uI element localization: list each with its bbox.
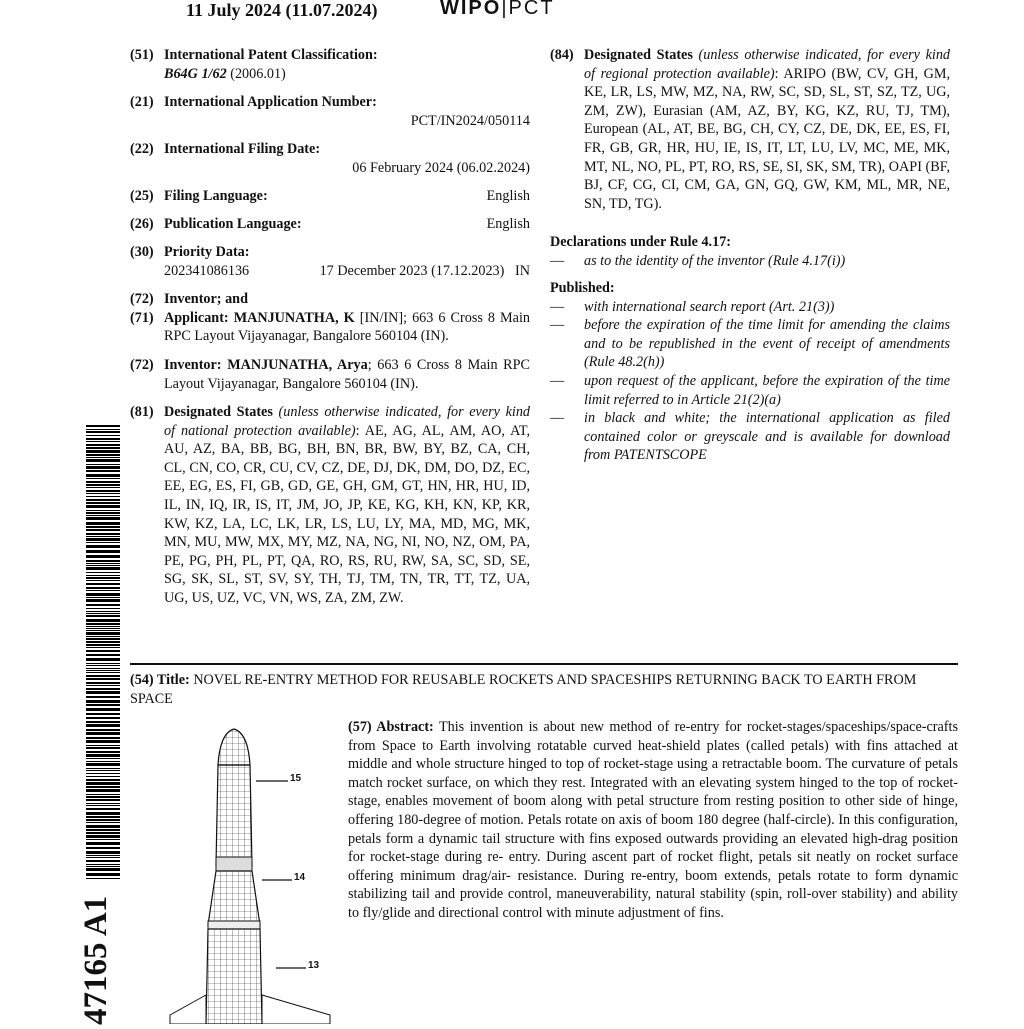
bibliographic-left-column — [130, 46, 530, 646]
section-divider — [130, 663, 958, 665]
field-51: (51) International Patent Classification: B64G 1/62 (2006.01) — [130, 47, 378, 82]
regional-states-list: : ARIPO (BW, CV, GH, GM, KE, LR, LS, MW, MZ, NA, RW, SC, SD, SL, ST, SZ, TZ, UG, ZM, ZW), Eurasian (AM, AZ, BY, KG, KZ, RU, TJ, TM), European (AL, AT, BE, BG, CH, CY, CZ, DE, DK, EE, ES, FI, FR, GB, GR, HR, HU, IE, IS, IT, LT, LU, LV, MC, ME, MK, MT, NL, NO, PL, PT, RO, RS, SE, SI, SK, SM, TR), OAPI (BF, BJ, CF, CG, CI, CM, GA, GN, GQ, GW, KM, ML, MR, NE, SN, TD, TG). — [584, 65, 950, 212]
field-84: (84) Designated States (unless otherwise indicated, for every kind of regional protection available): ARIPO (BW, CV, GH, GM, KE, LR, LS, MW, MZ, NA, RW, SC, SD, SL, ST, SZ, TZ, UG, ZM, ZW), Eurasian (AM, AZ, BY, KG, KZ, RU, TJ, TM), European (AL, AT, BE, BG, CH, CY, CZ, DE, DK, EE, ES, FI, FR, GB, GR, HR, HU, IE, IS, IT, LT, LU, LV, MC, ME, MK, MT, NL, NO, PL, PT, RO, RS, SE, SI, SK, SM, TR), OAPI (BF, BJ, CF, CG, CI, CM, GA, GN, GQ, GW, KM, ML, MR, NE, SN, TD, TG). — [550, 47, 951, 212]
publication-number: 47165 A1 — [78, 895, 114, 1025]
published-section — [550, 279, 950, 465]
field-72-71: (72) Inventor; and (71) Applicant: MANJUNATHA, K [IN/IN]; 663 6 Cross 8 Main RPC Layout Vijayanagar, Bangalore 560104 (IN). — [130, 291, 530, 345]
field-81: (81) Designated States (unless otherwise indicated, for every kind of national protection available): AE, AG, AL, AM, AO, AT, AU, AZ, BA, BB, BG, BH, BN, BR, BW, BY, BZ, CA, CH, CL, CN, CO, CR, CU, CV, CZ, DE, DJ, DK, DM, DO, DZ, EC, EE, EG, ES, FI, GB, GD, GE, GH, GM, GT, HN, HR, HU, ID, IL, IN, IQ, IR, IS, IT, JM, JO, JP, KE, KG, KH, KN, KP, KR, KW, KZ, LA, LC, LK, LR, LS, LU, LY, MA, MD, MG, MK, MN, MU, MW, MX, MY, MZ, NA, NG, NI, NO, NZ, OM, PA, PE, PG, PH, PL, PT, QA, RO, RS, RU, RW, SA, SC, SD, SE, SG, SK, SL, ST, SV, SY, TH, TJ, TM, TN, TR, TT, TZ, UA, UG, US, UZ, VC, VN, WS, ZA, ZM, ZW. — [130, 404, 531, 606]
priority-country: IN — [515, 262, 530, 279]
title-label: (54) Title: — [130, 672, 190, 688]
priority-number: 202341086136 — [164, 262, 250, 279]
field-30: (30) Priority Data: 202341086136 17 December 2023 (17.12.2023) IN — [130, 244, 530, 279]
application-number: PCT/IN2024/050114 — [410, 112, 530, 129]
published-item: — before the expiration of the time limit for amending the claims and to be republished in the event of receipt of amendments (Rule 48.2(h)) — [550, 317, 950, 371]
field-22: (22) International Filing Date: 06 February 2024 (06.02.2024) — [130, 141, 530, 176]
title-section — [130, 671, 958, 708]
title-text: NOVEL RE-ENTRY METHOD FOR REUSABLE ROCKETS AND SPACESHIPS RETURNING BACK TO EARTH FROM SPACE — [130, 672, 917, 707]
filing-language: English — [486, 188, 530, 204]
declarations-section — [550, 233, 950, 270]
declaration-item: — as to the identity of the inventor (Rule 4.17(i)) — [550, 252, 846, 269]
classification-code: B64G 1/62 — [164, 65, 227, 82]
published-item: — upon request of the applicant, before the expiration of the time limit referred to in Article 21(2)(a) — [550, 372, 950, 408]
field-72-inventor: (72) Inventor: MANJUNATHA, Arya; 663 6 Cross 8 Main RPC Layout Vijayanagar, Bangalore 560104 (IN). — [130, 357, 531, 392]
national-states-list: : AE, AG, AL, AM, AO, AT, AU, AZ, BA, BB, BG, BH, BN, BR, BW, BY, BZ, CA, CH, CL, CN, CO, CR, CU, CV, CZ, DE, DJ, DK, DM, DO, DZ, EC, EE, EG, ES, FI, GB, GD, GE, GH, GM, GT, HN, HR, HU, ID, IL, IN, IQ, IR, IS, IT, JM, JO, JP, KE, KG, KH, KN, KP, KR, KW, KZ, LA, LC, LK, LR, LS, LU, LY, MA, MD, MG, MK, MN, MU, MW, MX, MY, MZ, NA, NG, NI, NO, NZ, OM, PA, PE, PG, PH, PL, PT, QA, RO, RS, RU, RW, SA, SC, SD, SE, SG, SK, SL, ST, SV, SY, TH, TJ, TM, TN, TR, TT, TZ, UA, UG, US, UZ, VC, VN, WS, ZA, ZM, ZW. — [164, 422, 531, 606]
published-heading: Published: — [550, 280, 615, 296]
barcode — [86, 425, 120, 880]
rocket-drawing — [160, 725, 340, 1024]
reference-label-14: 14 — [294, 872, 306, 883]
abstract-section — [348, 718, 958, 923]
priority-date: 17 December 2023 (17.12.2023) — [319, 262, 505, 279]
field-21: (21) International Application Number: PCT/IN2024/050114 — [130, 94, 530, 129]
field-25: (25) Filing Language: English — [130, 188, 530, 204]
applicant-name: MANJUNATHA, K — [233, 309, 355, 326]
field-26: (26) Publication Language: English — [130, 216, 530, 232]
declarations-heading: Declarations under Rule 4.17: — [550, 234, 732, 250]
inventor-name: MANJUNATHA, Arya — [227, 357, 368, 373]
bibliographic-right-column — [550, 46, 950, 466]
reference-label-15: 15 — [290, 773, 302, 784]
reference-label-13: 13 — [308, 960, 320, 971]
filing-date: 06 February 2024 (06.02.2024) — [352, 159, 530, 176]
abstract-label: (57) Abstract: — [348, 719, 434, 735]
office-logo: WIPO|PCT — [440, 0, 555, 19]
published-item: — in black and white; the international application as filed contained color or greyscale and is available for download from PATENTSCOPE — [550, 410, 950, 464]
publication-date: 11 July 2024 (11.07.2024) — [186, 0, 378, 20]
published-item: — with international search report (Art. 21(3)) — [550, 298, 835, 315]
abstract-text: This invention is about new method of re-entry for rocket-stages/spaceships/space-crafts from Space to Earth involving rotatable curved heat-shield plates (called petals) with fins attached at middle and whole structure hinged to top of rocket-stage using a retractable boom. The curvature of petals match rocket surface, on which they rest. Integrated with an elevating system hinged to the top of rocket-stage, enables movement of boom along with petal structure from resting position to other side of hinge, offering 180-degree of motion. Petals rotate on axis of boom 180 degree (half-circle). In this configuration, petals form a dynamic tail structure with fins exposed outwards providing an elevated high-drag position for rocket-stage during re- entry. During ascent part of rocket flight, petals sit neatly on rocket surface offering minimum drag/air- resistance. During re-entry, boom extends, petals rotate to form dynamic stabilizing tail and provide control, maneuverability, natural stability (spin, roll-over stability) and ability to fly/glide and directional control with minute adjustment of fins. — [348, 719, 958, 921]
publication-language: English — [486, 216, 530, 232]
